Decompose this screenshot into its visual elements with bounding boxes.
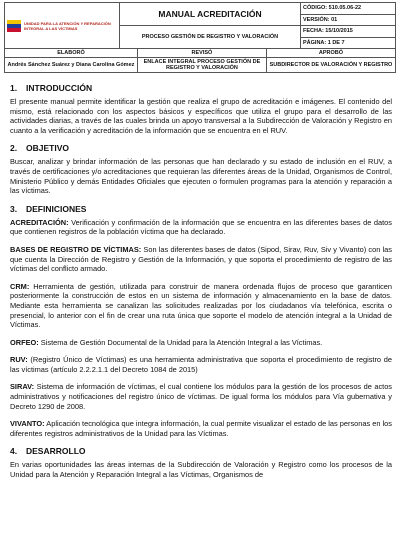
paragraph-text: Sistema de información de víctimas, el cual contiene los módulos para la gestión de los procesos de actos administrativos y notificaciones del registro único de víctimas. De igual forma los módulos para Vía gubernativa y Decreto 1290 de 2008. xyxy=(10,382,392,411)
document-version: VERSIÓN: 01 xyxy=(301,14,396,26)
document-body xyxy=(10,83,392,488)
page-number: PÁGINA: 1 DE 7 xyxy=(301,37,396,49)
approval-table xyxy=(4,48,396,73)
paragraph-text: Herramienta de gestión, utilizada para construir de manera ordenada flujos de proceso que garanticen posteriormente la construcción de estos en un sistema de información y almacenamiento en la base de datos. Mediante esta herramienta se canalizan las solicitudes realizadas por los ciudadanos vía telefónica, escrita o presencial, lo anterior con el fin de crear una ruta única que soporte el modelo de atención integral a la Unidad de Víctimas. xyxy=(10,281,392,330)
logo-text: UNIDAD PARA LA ATENCIÓN Y REPARACIÓN INTEGRAL A LAS VÍCTIMAS xyxy=(24,20,111,31)
paragraph-text: Verificación y confirmación de la información que se encuentra en las diferentes bases de datos que contienen registros de la población víctima que ha declarado. xyxy=(10,217,392,237)
section-heading xyxy=(10,446,392,456)
document-title: MANUAL ACREDITACIÓN xyxy=(120,3,301,26)
logo-cell xyxy=(5,3,120,49)
approval-header-reviso: REVISÓ xyxy=(137,49,266,58)
paragraph xyxy=(10,218,392,237)
section-title: DESARROLLO xyxy=(26,446,86,457)
unidad-victimas-logo xyxy=(7,20,117,32)
definition-term: BASES DE REGISTRO DE VÍCTIMAS: xyxy=(10,244,142,254)
definition-term: ACREDITACIÓN: xyxy=(10,217,69,227)
definition-term: RUV: xyxy=(10,355,28,365)
definition-term: SIRAV: xyxy=(10,382,35,392)
document-date: FECHA: 15/10/2015 xyxy=(301,26,396,38)
section-title: INTRODUCCIÓN xyxy=(26,83,93,93)
section-title: DEFINICIONES xyxy=(26,203,87,214)
definition-term: ORFEO: xyxy=(10,337,39,347)
section-heading xyxy=(10,204,392,214)
document-header xyxy=(4,2,396,49)
colombia-flag-icon xyxy=(7,20,21,32)
paragraph-text: Son las diferentes bases de datos (Sipod, Sirav, Ruv, Siv y Vivanto) con las que cuenta la Dirección de Registro y Gestión de la Información, y que soporta el procedimiento de registro de las víctimas del conflicto armado. xyxy=(10,244,392,274)
section-title: OBJETIVO xyxy=(26,143,69,154)
paragraph-text: Sistema de Gestión Documental de la Unidad para la Atención Integral a las Víctimas. xyxy=(38,337,323,347)
section-number: 3. xyxy=(10,203,18,214)
paragraph-text: El presente manual permite identificar la gestión que realiza el grupo de acreditación e imágenes. El contenido del mismo, está relacionado con los aspectos básicos y específicos que utiliza el grupo para el desarrollo de las actividades diarias, a través de las cuales brinda un apoyo transversal a la Subdirección de Valoración y Registro en cuanto a la verificación y acreditación de la información que se encuentra en el RUV. xyxy=(10,97,392,135)
approval-value-reviso: ENLACE INTEGRAL PROCESO GESTIÓN DE REGISTRO Y VALORACIÓN xyxy=(137,58,266,73)
document-code: CÓDIGO: 510.05.06-22 xyxy=(301,3,396,15)
approval-header-elaboro: ELABORÓ xyxy=(5,49,138,58)
paragraph xyxy=(10,97,392,135)
section-number: 1. xyxy=(10,83,18,93)
paragraph xyxy=(10,460,392,479)
paragraph-text: (Registro Único de Víctimas) es una herramienta administrativa que soporta el procedimiento de registro de las víctimas (artículo 2.2.2.1.1 del Decreto 1084 de 2015) xyxy=(10,355,392,374)
approval-value-aprobo: SUBDIRECTOR DE VALORACIÓN Y REGISTRO xyxy=(266,58,395,73)
section-heading xyxy=(10,83,392,93)
paragraph-text: Aplicación tecnológica que integra información, la cual permite visualizar el estado de las personas en los diferentes registros administrativos de la Unidad para las Víctimas. xyxy=(10,419,392,438)
paragraph xyxy=(10,282,392,330)
section-number: 2. xyxy=(10,143,18,154)
definition-term: VIVANTO: xyxy=(10,419,45,429)
approval-header-aprobo: APROBÓ xyxy=(266,49,395,58)
approval-value-elaboro: Andrés Sánchez Suárez y Diana Carolina Gómez xyxy=(5,58,138,73)
paragraph xyxy=(10,419,392,438)
paragraph-text: En varias oportunidades las áreas internas de la Subdirección de Valoración y Registro como los procesos de la Unidad para la Atención y Reparación Integral a las Víctimas, Organismos de xyxy=(10,460,392,480)
paragraph xyxy=(10,338,392,348)
paragraph-text: Buscar, analizar y brindar información de las personas que han declarado y su estado de inclusión en el RUV, a través de certificaciones y/o acreditaciones que requieran las diferentes áreas de la Unidad, Organismos de Control, Ministerio Público y demás Entidades Oficiales que ejecuten o formulen programas para la atención y reparación a las víctimas. xyxy=(10,157,392,196)
paragraph xyxy=(10,245,392,274)
section-number: 4. xyxy=(10,446,18,457)
paragraph xyxy=(10,157,392,195)
paragraph xyxy=(10,382,392,411)
definition-term: CRM: xyxy=(10,281,30,291)
section-heading xyxy=(10,143,392,153)
paragraph xyxy=(10,355,392,374)
document-subtitle: PROCESO GESTIÓN DE REGISTRO Y VALORACIÓN xyxy=(120,26,301,49)
